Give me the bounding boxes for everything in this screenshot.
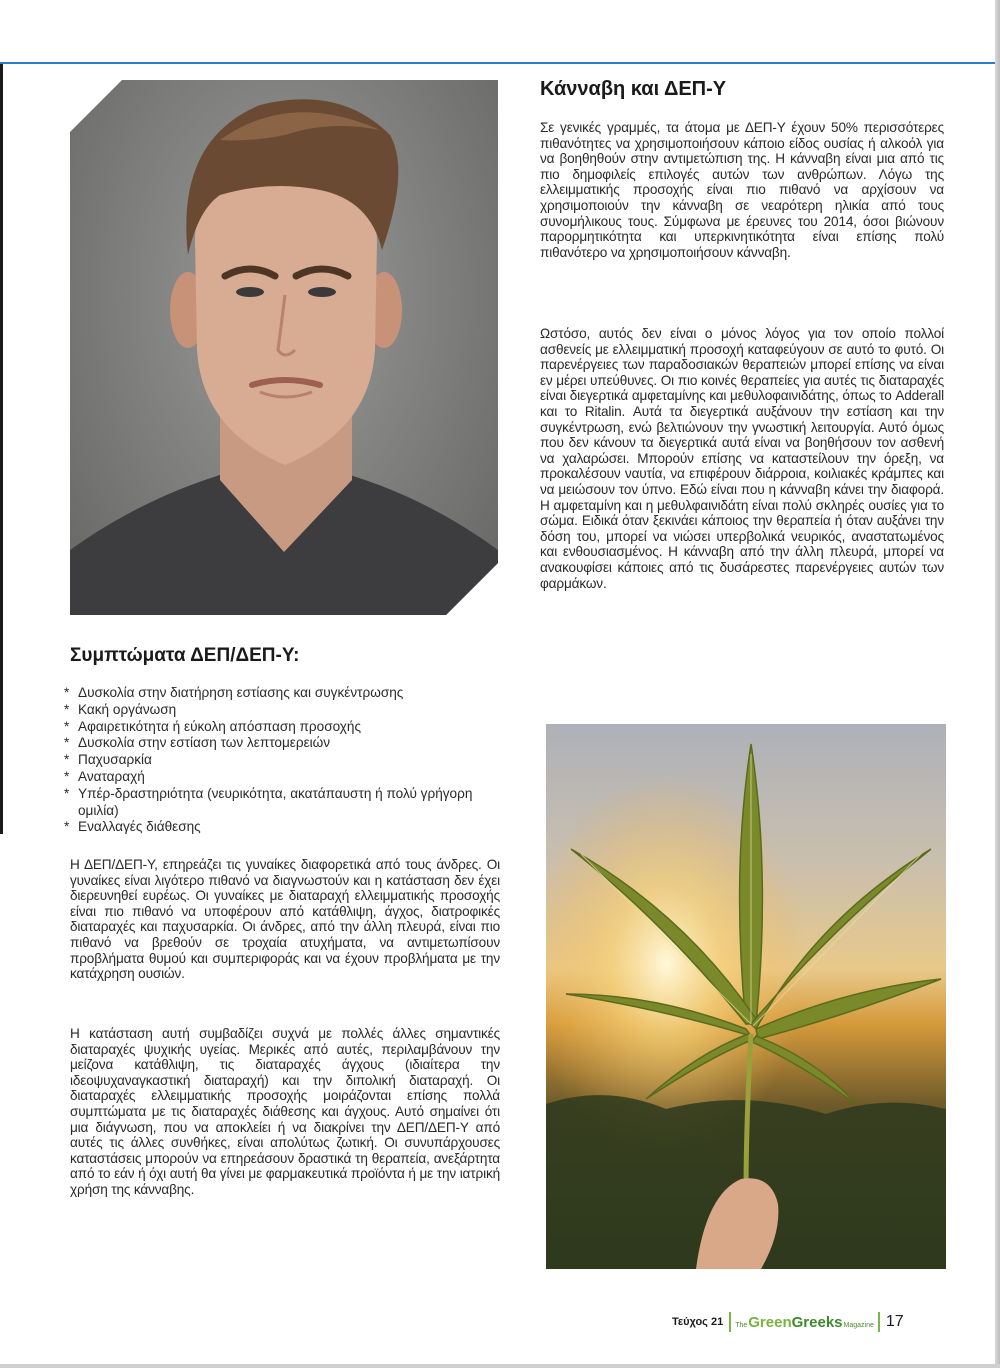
page-number: 17 xyxy=(885,1313,904,1330)
logo-the: The xyxy=(735,1321,748,1329)
list-item: * Κακή οργάνωση xyxy=(64,702,514,719)
symptoms-list xyxy=(64,685,514,836)
list-item: * Δυσκολία στην εστίαση των λεπτομερειών xyxy=(64,735,514,752)
man-portrait-photo xyxy=(70,80,498,615)
list-item: * Παχυσαρκία xyxy=(64,752,514,769)
footer-divider xyxy=(878,1312,880,1332)
body-paragraph: Σε γενικές γραμμές, τα άτομα με ΔΕΠ-Υ έχουν 50% περισσότερες πιθανότητες να χρησιμοποιήσουν κάποιο είδος ουσίας ή αλκοόλ για να βοηθηθούν στην αντιμετώπιση της. Η κάνναβη είναι μια από τις πιο δημοφιλείς επιλογές αυτών των ανθρώπων. Λόγω της ελλειμματικής προσοχής είναι πιο πιθανό να αρχίσουν να χρησιμοποιούν την κάνναβη σε νεαρότερη ηλικία από τους συνομήλικους τους. Σύμφωνα με έρευνες του 2014, όσοι βιώνουν παρορμητικότητα και υπερκινητικότητα είναι επίσης πολύ πιθανότερο να χρησιμοποιήσουν κάνναβη. xyxy=(540,120,944,260)
logo-greeks: Greeks xyxy=(791,1313,843,1331)
section-heading-cannabis: Κάνναβη και ΔΕΠ-Υ xyxy=(540,78,727,100)
body-paragraph: Η ΔΕΠ/ΔΕΠ-Υ, επηρεάζει τις γυναίκες διαφορετικά από τους άνδρες. Οι γυναίκες είναι λιγότερο πιθανό να διαγνωστούν και η κατάσταση δεν έχει διερευνηθεί ευρέως. Οι γυναίκες με διαταραχή ελλειμματικής προσοχής είναι πιο πιθανό να υποφέρουν από κατάθλιψη, άγχος, διατροφικές διαταραχές και παχυσαρκία. Οι άνδρες, από την άλλη πλευρά, είναι πιο πιθανό να βρεθούν σε τροχαία ατυχήματα, να αντιμετωπίσουν προβλήματα θυμού και συμπεριφοράς και να έχουν προβλήματα με την κατάχρηση ουσιών. xyxy=(70,857,500,982)
list-item: * Δυσκολία στην διατήρηση εστίασης και συγκέντρωσης xyxy=(64,685,514,702)
header-rule xyxy=(0,62,1000,64)
cannabis-leaf-photo xyxy=(546,724,946,1269)
page-footer xyxy=(672,1310,904,1334)
page-edge-left xyxy=(0,64,3,834)
page-edge-right xyxy=(995,0,1000,1368)
footer-divider xyxy=(729,1312,731,1332)
issue-number: Τεύχος 21 xyxy=(672,1316,724,1328)
page-edge-bottom xyxy=(0,1364,1000,1368)
list-item: * Αναταραχή xyxy=(64,769,514,786)
list-item: * Εναλλαγές διάθεσης xyxy=(64,819,514,836)
magazine-logo xyxy=(735,1314,874,1331)
list-item: * Υπέρ-δραστηριότητα (νευρικότητα, ακατάπαυστη ή πολύ γρήγορη ομιλία) xyxy=(64,786,514,820)
logo-magazine: Magazine xyxy=(843,1321,874,1329)
body-paragraph: Η κατάσταση αυτή συμβαδίζει συχνά με πολλές άλλες σημαντικές διαταραχές ψυχικής υγείας. Μερικές από αυτές, περιλαμβάνουν την μείζονα κατάθλιψη, τις διαταραχές άγχους (ιδιαίτερα την ιδεοψυχαναγκαστική διαταραχή) και την διπολική διαταραχή. Οι διαταραχές ελλειμματικής προσοχής μοιράζονται επίσης πολλά συμπτώματα με τις διαταραχές διάθεσης και άγχους. Αυτό σημαίνει ότι μια διάγνωση, που να αποκλείει ή να διακρίνει την ΔΕΠ/ΔΕΠ-Υ από αυτές τις άλλες συνθήκες, είναι απολύτως ζωτική. Οι συνυπάρχουσες καταστάσεις μπορούν να επηρεάσουν δραστικά τη θεραπεία, ανεξάρτητα από το εάν ή όχι αυτή θα γίνει με φαρμακευτικά προϊόντα ή με την ιατρική χρήση της κάνναβης. xyxy=(70,1026,500,1197)
list-item: * Αφαιρετικότητα ή εύκολη απόσπαση προσοχής xyxy=(64,719,514,736)
body-paragraph: Ωστόσο, αυτός δεν είναι ο μόνος λόγος για τον οποίο πολλοί ασθενείς με ελλειμματική προσοχή καταφεύγουν σε αυτό το φυτό. Οι παρενέργειες των παραδοσιακών θεραπειών μπορεί επίσης να είναι εν μέρει υπεύθυνες. Οι πιο κοινές θεραπείες για αυτές τις διαταραχές είναι διεγερτικά αμφεταμίνης και μεθυλοφαινιδάτης, όπως το Adderall και το Ritalin. Αυτά τα διεγερτικά αυξάνουν την εστίαση και την συγκέντρωση, ενώ βελτιώνουν την γνωστική λειτουργία. Αυτό όμως που δεν κάνουν τα διεγερτικά αυτά είναι να βοηθήσουν τον ασθενή να χαλαρώσει. Μπορούν επίσης να καταστείλουν την όρεξη, να προκαλέσουν ναυτία, να επιφέρουν διάρροια, κοιλιακές κράμπες και να μειώσουν τον ύπνο. Εδώ είναι που η κάνναβη κάνει την διαφορά. Η αμφεταμίνη και η μεθυλφαινιδάτη είναι πολύ σκληρές ουσίες για το σώμα. Ειδικά όταν ξεκινάει κάποιος την θεραπεία ή όταν αυξάνει την δόση του, μπορεί να νιώσει υπερβολικά νευρικός, αναστατωμένος και ενθουσιασμένος. Η κάνναβη από την άλλη πλευρά, μπορεί να ανακουφίσει κάποιες από τις δυσάρεστες παρενέργειες αυτών των φαρμάκων. xyxy=(540,326,944,591)
section-heading-symptoms: Συμπτώματα ΔΕΠ/ΔΕΠ-Υ: xyxy=(70,645,300,666)
logo-green: Green xyxy=(748,1313,792,1331)
